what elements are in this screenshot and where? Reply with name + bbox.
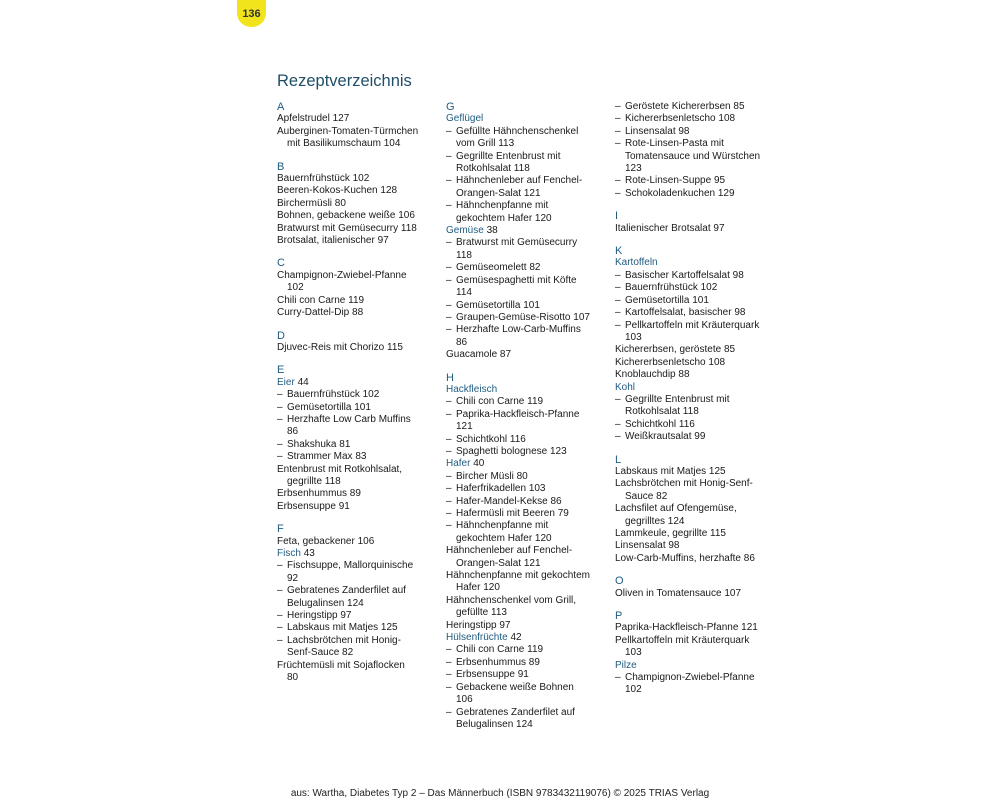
index-sub-entry: – Gefüllte Hähnchenschenkel [446, 126, 606, 138]
index-entry-continuation: 106 [456, 694, 473, 706]
index-sub-entry: – Rote-Linsen-Pasta mit [615, 138, 775, 150]
index-sub-entry: – Hafermüsli mit Beeren 79 [446, 508, 606, 520]
index-sub-entry: – Herzhafte Low-Carb-Muffins [446, 324, 606, 336]
index-sub-entry: – Hähnchenpfanne mit [446, 200, 606, 212]
index-letter-heading: G [446, 101, 455, 113]
index-entry: Beeren-Kokos-Kuchen 128 [277, 185, 398, 197]
category-page-number: 42 [510, 632, 522, 644]
index-sub-entry: – Gebackene weiße Bohnen [446, 682, 606, 694]
index-category-heading [615, 660, 775, 672]
index-sub-entry: – Bratwurst mit Gemüsecurry [446, 237, 606, 249]
category-label: Kartoffeln [615, 257, 658, 269]
index-sub-entry: – Hähnchenpfanne mit [446, 520, 606, 532]
index-entry-continuation: 114 [456, 287, 472, 299]
category-label: Eier [277, 376, 295, 388]
index-letter-heading: I [615, 210, 619, 223]
index-sub-entry: – Heringstipp 97 [277, 610, 437, 622]
index-sub-entry: – Hähnchenleber auf Fenchel- [446, 175, 606, 187]
index-sub-entry: – Lachsbrötchen mit Honig- [277, 635, 437, 647]
index-entry-continuation: gegrillte 118 [287, 475, 341, 487]
index-sub-entry: – Haferfrikadellen 103 [446, 483, 606, 495]
index-entry-continuation: Orangen-Salat 121 [456, 557, 541, 569]
index-entry: Bratwurst mit Gemüsecurry 118 [277, 222, 417, 234]
index-entry-continuation: 102 [625, 684, 642, 696]
index-entry: Chili con Carne 119 [277, 294, 365, 306]
index-entry-continuation: mit Basilikumschaum 104 [287, 138, 401, 150]
index-column-1 [277, 101, 437, 684]
index-sub-entry: – Geröstete Kichererbsen 85 [615, 101, 775, 113]
index-letter-heading: A [277, 101, 285, 113]
index-entry-continuation: 86 [287, 426, 299, 438]
index-entry: Champignon-Zwiebel-Pfanne [277, 269, 407, 281]
index-entry: Pellkartoffeln mit Kräuterquark [615, 634, 750, 646]
index-entry: Curry-Dattel-Dip 88 [277, 307, 364, 319]
index-entry: Entenbrust mit Rotkohlsalat, [277, 463, 403, 475]
index-sub-entry: – Graupen-Gemüse-Risotto 107 [446, 312, 606, 324]
index-sub-entry: – Gemüseomelett 82 [446, 262, 606, 274]
index-entry: Hähnchenschenkel vom Grill, [446, 594, 577, 606]
index-entry: Lachsfilet auf Ofengemüse, [615, 503, 737, 515]
index-category-heading [277, 548, 437, 560]
index-sub-entry: – Schokoladenkuchen 129 [615, 188, 775, 200]
index-entry-continuation: 80 [287, 672, 299, 684]
index-letter-heading: L [615, 453, 622, 466]
page-title: Rezeptverzeichnis [277, 72, 412, 90]
index-sub-entry: – Kichererbsenletscho 108 [615, 113, 775, 125]
index-sub-entry: – Paprika-Hackfleisch-Pfanne [446, 409, 606, 421]
index-sub-entry: – Herzhafte Low Carb Muffins [277, 414, 437, 426]
index-letter-heading: F [277, 523, 284, 536]
index-category-heading [446, 113, 606, 125]
index-entry-continuation: 123 [625, 163, 642, 175]
index-entry-continuation: vom Grill 113 [456, 138, 515, 150]
index-entry: Low-Carb-Muffins, herzhafte 86 [615, 552, 755, 564]
index-category-heading [277, 377, 437, 389]
category-page-number: 38 [486, 225, 498, 237]
index-sub-entry: – Gemüsetortilla 101 [446, 300, 606, 312]
index-sub-entry: – Weißkrautsalat 99 [615, 431, 775, 443]
index-entry-continuation: Rotkohlsalat 118 [625, 406, 699, 418]
index-entry: Hähnchenpfanne mit gekochtem [446, 570, 590, 582]
index-entry: Linsensalat 98 [615, 540, 680, 552]
index-entry-continuation: Sauce 82 [625, 490, 668, 502]
index-sub-entry: – Chili con Carne 119 [446, 396, 606, 408]
index-letter-heading: O [615, 575, 624, 588]
index-sub-entry: – Bauernfrühstück 102 [277, 389, 437, 401]
index-entry-continuation: 86 [456, 336, 468, 348]
index-column-2 [446, 101, 606, 731]
category-label: Geflügel [446, 113, 484, 125]
index-entry-continuation: 121 [456, 421, 473, 433]
category-label: Kohl [615, 381, 636, 393]
index-sub-entry: – Rote-Linsen-Suppe 95 [615, 175, 775, 187]
index-entry: Oliven in Tomatensauce 107 [615, 587, 742, 599]
index-entry-continuation: 103 [625, 647, 642, 659]
index-entry-continuation: gekochtem Hafer 120 [456, 212, 552, 224]
category-page-number: 44 [297, 376, 309, 388]
index-entry: Auberginen-Tomaten-Türmchen [277, 125, 419, 137]
index-sub-entry: – Pellkartoffeln mit Kräuterquark [615, 320, 775, 332]
index-letter-heading: D [277, 329, 285, 342]
index-sub-entry: – Gebratenes Zanderfilet auf [277, 585, 437, 597]
index-letter-heading: P [615, 610, 623, 623]
index-entry-continuation: gegrilltes 124 [625, 515, 685, 527]
index-column-3 [615, 101, 775, 697]
index-letter-heading: E [277, 364, 285, 377]
index-category-heading [615, 257, 775, 269]
index-sub-entry: – Schichtkohl 116 [615, 419, 775, 431]
index-sub-entry: – Erbsenhummus 89 [446, 657, 606, 669]
index-sub-entry: – Erbsensuppe 91 [446, 669, 606, 681]
index-sub-entry: – Linsensalat 98 [615, 126, 775, 138]
index-category-heading [446, 458, 606, 470]
index-letter-heading: K [615, 245, 623, 258]
index-letter-heading: B [277, 160, 285, 173]
index-letter-heading: C [277, 257, 285, 270]
index-sub-entry: – Gemüsetortilla 101 [277, 402, 437, 414]
index-category-heading [446, 632, 606, 644]
index-letter-heading: H [446, 371, 454, 384]
index-entry-continuation: 92 [287, 572, 299, 584]
index-entry: Guacamole 87 [446, 349, 512, 361]
index-sub-entry: – Labskaus mit Matjes 125 [277, 622, 437, 634]
index-entry-continuation: Hafer 120 [456, 582, 500, 594]
category-label: Hafer [446, 458, 471, 470]
index-sub-entry: – Gegrillte Entenbrust mit [446, 151, 606, 163]
category-label: Hackfleisch [446, 383, 498, 395]
index-entry: Italienischer Brotsalat 97 [615, 222, 725, 234]
source-footer: aus: Wartha, Diabetes Typ 2 – Das Männerbuch (ISBN 9783432119076) © 2025 TRIAS Verlag [290, 788, 710, 799]
index-sub-entry: – Champignon-Zwiebel-Pfanne [615, 672, 775, 684]
index-sub-entry: – Gemüsespaghetti mit Köfte [446, 275, 606, 287]
category-label: Pilze [615, 659, 637, 671]
index-sub-entry: – Bauernfrühstück 102 [615, 282, 775, 294]
index-entry: Paprika-Hackfleisch-Pfanne 121 [615, 622, 758, 634]
index-entry: Birchermüsli 80 [277, 197, 346, 209]
index-entry: Erbsenhummus 89 [277, 488, 361, 500]
index-sub-entry: – Gegrillte Entenbrust mit [615, 394, 775, 406]
index-entry: Labskaus mit Matjes 125 [615, 465, 726, 477]
index-sub-entry: – Hafer-Mandel-Kekse 86 [446, 496, 606, 508]
category-label: Gemüse [446, 225, 484, 237]
index-entry: Lachsbrötchen mit Honig-Senf- [615, 478, 753, 490]
index-sub-entry: – Chili con Carne 119 [446, 644, 606, 656]
index-entry: Kichererbsen, geröstete 85 [615, 344, 736, 356]
index-entry-continuation: Tomatensauce und Würstchen [625, 150, 761, 162]
index-entry-continuation: 103 [625, 331, 642, 343]
category-label: Hülsenfrüchte [446, 632, 508, 644]
index-sub-entry: – Gemüsetortilla 101 [615, 295, 775, 307]
index-entry-continuation: Orangen-Salat 121 [456, 187, 541, 199]
index-entry-continuation: Belugalinsen 124 [456, 718, 533, 730]
index-entry: Djuvec-Reis mit Chorizo 115 [277, 341, 403, 353]
index-sub-entry: – Spaghetti bolognese 123 [446, 446, 606, 458]
index-sub-entry: – Kartoffelsalat, basischer 98 [615, 307, 775, 319]
index-category-heading [446, 384, 606, 396]
index-category-heading [615, 382, 775, 394]
index-entry-continuation: gefüllte 113 [456, 607, 507, 619]
index-entry-continuation: Senf-Sauce 82 [287, 647, 354, 659]
index-entry: Knoblauchdip 88 [615, 369, 690, 381]
index-sub-entry: – Fischsuppe, Mallorquinische [277, 560, 437, 572]
index-entry: Bauernfrühstück 102 [277, 173, 370, 185]
index-entry: Erbsensuppe 91 [277, 500, 350, 512]
index-entry: Apfelstrudel 127 [277, 113, 350, 125]
index-entry-continuation: Rotkohlsalat 118 [456, 163, 530, 175]
index-entry: Bohnen, gebackene weiße 106 [277, 210, 415, 222]
index-sub-entry: – Strammer Max 83 [277, 451, 437, 463]
index-entry-continuation: 102 [287, 282, 304, 294]
index-entry-continuation: 118 [456, 249, 472, 261]
category-label: Fisch [277, 548, 301, 559]
index-entry: Kichererbsenletscho 108 [615, 356, 726, 368]
index-entry: Lammkeule, gegrillte 115 [615, 528, 726, 539]
index-sub-entry: – Gebratenes Zanderfilet auf [446, 707, 606, 719]
index-category-heading [446, 225, 606, 237]
page-number-badge: 136 [237, 0, 266, 27]
index-sub-entry: – Basischer Kartoffelsalat 98 [615, 270, 775, 282]
category-page-number: 43 [303, 548, 315, 559]
index-entry: Hähnchenleber auf Fenchel- [446, 545, 573, 557]
index-sub-entry: – Bircher Müsli 80 [446, 471, 606, 483]
index-sub-entry: – Schichtkohl 116 [446, 434, 606, 446]
category-page-number: 40 [473, 458, 485, 470]
index-entry-continuation: gekochtem Hafer 120 [456, 532, 552, 544]
index-entry: Feta, gebackener 106 [277, 535, 375, 547]
index-sub-entry: – Shakshuka 81 [277, 439, 437, 451]
index-entry: Brotsalat, italienischer 97 [277, 235, 389, 247]
index-entry: Heringstipp 97 [446, 619, 511, 631]
index-entry: Früchtemüsli mit Sojaflocken [277, 659, 405, 671]
index-entry-continuation: Belugalinsen 124 [287, 597, 364, 609]
